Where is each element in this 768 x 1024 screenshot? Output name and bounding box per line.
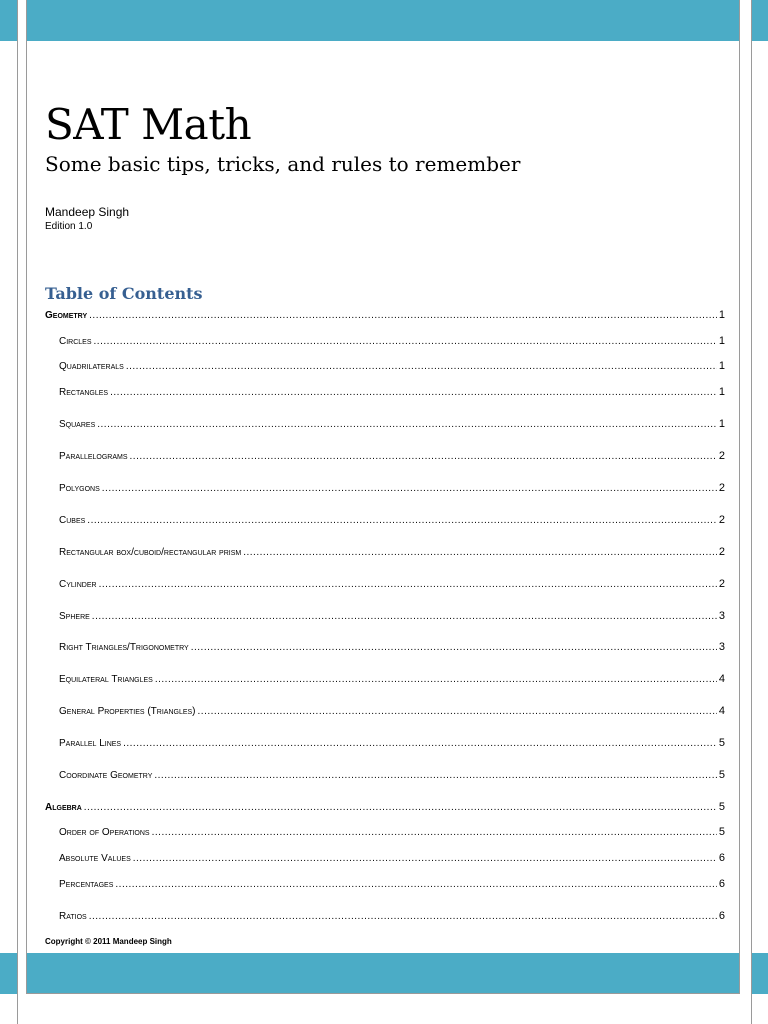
toc-entry-page: 5: [718, 801, 725, 813]
toc-entry-label: Squares: [59, 419, 96, 430]
toc-dot-leader: [92, 611, 717, 622]
toc-entry-label: Parallel Lines: [59, 738, 122, 749]
toc-entry-label: Geometry: [45, 310, 88, 321]
toc-dot-leader: [89, 911, 717, 922]
previous-page-header-band: [0, 0, 17, 41]
toc-entry[interactable]: [59, 335, 725, 351]
toc-entry[interactable]: [45, 309, 725, 325]
toc-entry-label: Right Triangles/Trigonometry: [59, 642, 189, 653]
toc-dot-leader: [110, 387, 717, 398]
copyright-notice: Copyright © 2011 Mandeep Singh: [45, 937, 172, 946]
toc-dot-leader: [155, 674, 717, 685]
toc-entry-page: 5: [718, 737, 725, 749]
toc-dot-leader: [152, 827, 717, 838]
toc-dot-leader: [87, 515, 717, 526]
toc-dot-leader: [123, 738, 717, 749]
author-name: Mandeep Singh: [45, 205, 130, 219]
toc-entry-label: Cylinder: [59, 579, 97, 590]
toc-dot-leader: [99, 579, 717, 590]
toc-entry-page: 1: [718, 386, 725, 398]
previous-page-edge: [0, 0, 18, 1024]
toc-entry-page: 6: [718, 852, 725, 864]
toc-entry[interactable]: [59, 546, 725, 562]
toc-entry-label: Order of Operations: [59, 827, 150, 838]
toc-dot-leader: [133, 853, 717, 864]
toc-entry[interactable]: [59, 450, 725, 466]
document-title: SAT Math: [45, 100, 252, 149]
toc-entry-label: Sphere: [59, 611, 90, 622]
toc-entry-page: 1: [718, 360, 725, 372]
toc-dot-leader: [94, 336, 717, 347]
toc-entry[interactable]: [59, 610, 725, 626]
toc-entry[interactable]: [59, 910, 725, 926]
toc-entry[interactable]: [59, 852, 725, 868]
toc-entry[interactable]: [59, 578, 725, 594]
toc-dot-leader: [130, 451, 717, 462]
toc-entry-page: 4: [718, 673, 725, 685]
next-page-header-band: [752, 0, 768, 41]
toc-entry-label: Circles: [59, 336, 92, 347]
toc-entry-label: Equilateral Triangles: [59, 674, 153, 685]
toc-entry[interactable]: [59, 737, 725, 753]
toc-entry-page: 2: [718, 514, 725, 526]
toc-entry-label: Polygons: [59, 483, 100, 494]
toc-dot-leader: [97, 419, 717, 430]
toc-entry-page: 6: [718, 910, 725, 922]
toc-dot-leader: [84, 802, 717, 813]
toc-entry-page: 6: [718, 878, 725, 890]
toc-entry[interactable]: [59, 826, 725, 842]
toc-entry-page: 1: [718, 418, 725, 430]
toc-entry-page: 3: [718, 641, 725, 653]
toc-entry[interactable]: [59, 514, 725, 530]
toc-entry[interactable]: [59, 673, 725, 689]
toc-dot-leader: [191, 642, 717, 653]
toc-entry-page: 2: [718, 578, 725, 590]
toc-entry-label: Absolute Values: [59, 853, 131, 864]
toc-dot-leader: [102, 483, 717, 494]
toc-entry-label: Algebra: [45, 802, 82, 813]
toc-entry-label: Quadrilaterals: [59, 361, 124, 372]
toc-entry[interactable]: [59, 769, 725, 785]
toc-dot-leader: [198, 706, 717, 717]
toc-entry-page: 1: [718, 309, 725, 321]
toc-dot-leader: [243, 547, 717, 558]
toc-entry-page: 5: [718, 826, 725, 838]
toc-entry[interactable]: [59, 386, 725, 402]
document-subtitle: Some basic tips, tricks, and rules to remember: [45, 152, 521, 176]
toc-entry-page: 4: [718, 705, 725, 717]
toc-dot-leader: [126, 361, 717, 372]
toc-entry[interactable]: [59, 360, 725, 376]
toc-entry-label: Ratios: [59, 911, 87, 922]
toc-entry[interactable]: [45, 801, 725, 817]
next-page-footer-band: [752, 953, 768, 994]
toc-entry-label: General Properties (Triangles): [59, 706, 196, 717]
toc-entry-label: Coordinate Geometry: [59, 770, 153, 781]
toc-entry-page: 1: [718, 335, 725, 347]
toc-entry-label: Rectangular box/cuboid/rectangular prism: [59, 547, 242, 558]
previous-page-footer-band: [0, 953, 17, 994]
toc-entry[interactable]: [59, 705, 725, 721]
toc-entry-page: 5: [718, 769, 725, 781]
toc-entry-page: 2: [718, 482, 725, 494]
toc-entry-page: 3: [718, 610, 725, 622]
toc-entry-page: 2: [718, 546, 725, 558]
footer-band: [27, 953, 739, 993]
toc-entry-label: Parallelograms: [59, 451, 128, 462]
header-band: [27, 0, 739, 41]
next-page-edge: [751, 0, 768, 1024]
toc-heading: Table of Contents: [45, 284, 203, 303]
toc-entry-page: 2: [718, 450, 725, 462]
toc-entry[interactable]: [59, 641, 725, 657]
toc-entry[interactable]: [59, 878, 725, 894]
toc-dot-leader: [115, 879, 716, 890]
toc-entry-label: Rectangles: [59, 387, 109, 398]
toc-dot-leader: [154, 770, 717, 781]
edition-label: Edition 1.0: [45, 221, 93, 232]
toc-entry[interactable]: [59, 482, 725, 498]
toc-dot-leader: [89, 310, 717, 321]
toc-entry[interactable]: [59, 418, 725, 434]
toc-entry-label: Cubes: [59, 515, 86, 526]
document-page: [26, 0, 740, 994]
toc-entry-label: Percentages: [59, 879, 114, 890]
